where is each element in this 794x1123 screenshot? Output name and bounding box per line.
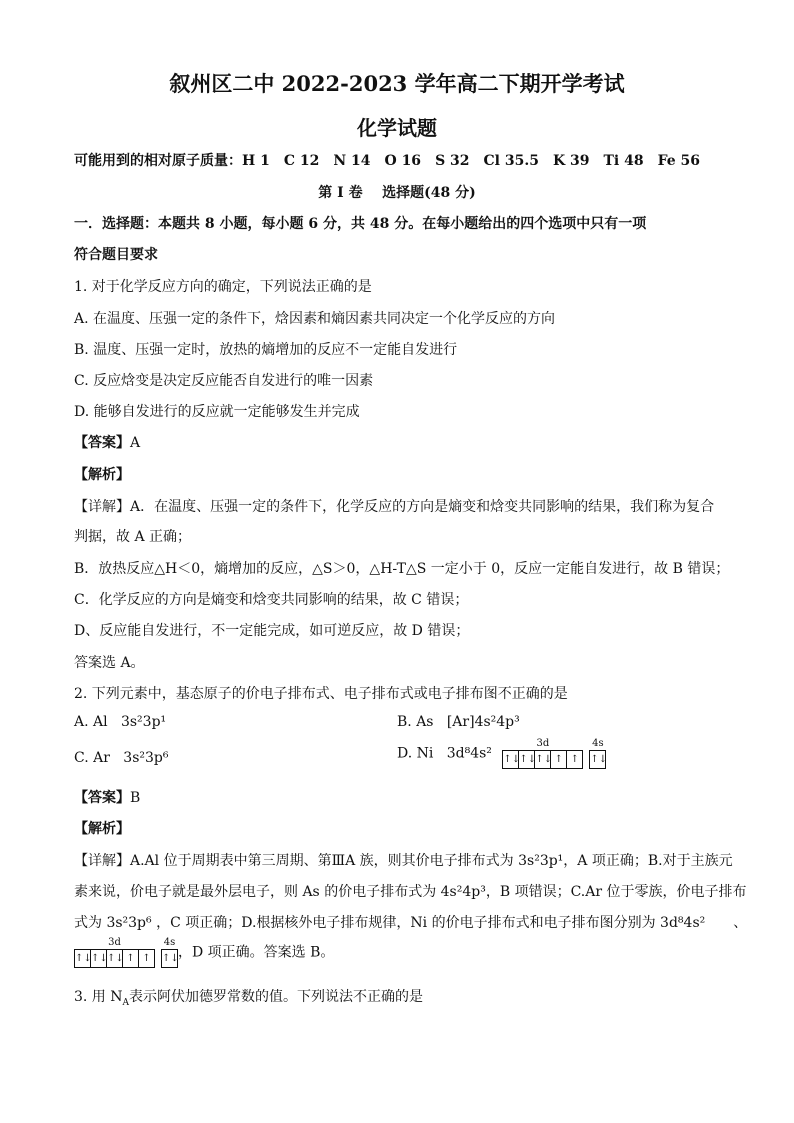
option-value: 3s²3p¹ xyxy=(120,714,167,730)
orbital-diagram xyxy=(502,738,606,769)
q1-analysis-tag: 【解析】 xyxy=(74,467,130,483)
option-value: 3d⁸4s² xyxy=(446,745,492,762)
q2-detail-3: 式为 3s²3p⁶ ，C 项正确；D.根据核外电子排布规律，Ni 的价电子排布式和电子排布图分别为 3d⁸4s² 、 xyxy=(74,915,748,931)
orbital-box: ↑ xyxy=(551,751,567,768)
orbital-box: ↑↓ xyxy=(107,950,123,967)
q2-option-b xyxy=(397,714,520,730)
mass-item: H 1 xyxy=(242,153,270,169)
q2-option-a xyxy=(74,714,166,730)
orbital-box: ↑↓ xyxy=(75,950,91,967)
option-label: D. Ni xyxy=(397,745,434,762)
q2-answer xyxy=(74,787,140,807)
mass-item: C 12 xyxy=(283,153,320,169)
option-label: C. Ar xyxy=(74,750,110,766)
mass-item: S 32 xyxy=(435,153,470,169)
orbital-diagram-inline xyxy=(74,937,178,968)
answer-tag: 【答案】 xyxy=(74,790,130,806)
mass-item: Ti 48 xyxy=(603,153,644,169)
orbital-box: ↑↓ xyxy=(91,950,107,967)
q2-stem: 2. 下列元素中，基态原子的价电子排布式、电子排布式或电子排布图不正确的是 xyxy=(74,686,568,702)
orbital-box: ↑↓ xyxy=(535,751,551,768)
mass-item: Cl 35.5 xyxy=(483,153,539,169)
q1-option-b: B. 温度、压强一定时，放热的熵增加的反应不一定能自发进行 xyxy=(74,342,458,358)
orbital-3d-label: 3d xyxy=(108,937,121,948)
option-label: A. Al xyxy=(74,714,108,730)
orbital-box: ↑↓ xyxy=(590,754,608,765)
orbital-box: ↑ xyxy=(123,950,139,967)
q1-detail-1: 【详解】A．在温度、压强一定的条件下，化学反应的方向是熵变和焓变共同影响的结果，我们称为复合 xyxy=(74,499,715,515)
orbital-box: ↑ xyxy=(142,953,151,964)
answer-value: B xyxy=(130,790,141,806)
q2-detail-4 xyxy=(74,937,334,968)
q1-detail-4: C．化学反应的方向是熵变和焓变共同影响的结果，故 C 错误； xyxy=(74,592,469,608)
q2-analysis-tag: 【解析】 xyxy=(74,821,130,837)
orbital-4s-label: 4s xyxy=(163,937,176,948)
orbital-3d-label: 3d xyxy=(536,738,550,749)
atomic-masses-label: 可能用到的相对原子质量： xyxy=(74,153,242,169)
option-value: [Ar]4s²4p³ xyxy=(446,714,520,730)
answer-value: A xyxy=(130,435,141,451)
orbital-box: ↑ xyxy=(570,754,580,765)
orbital-box: ↑↓ xyxy=(519,751,535,768)
atomic-masses-line xyxy=(74,150,700,170)
q1-detail-5: D、反应能自发进行，不一定能完成，如可逆反应，故 D 错误； xyxy=(74,623,470,639)
option-value: 3s²3p⁶ xyxy=(123,750,169,766)
exam-subtitle: 化学试题 xyxy=(357,116,437,140)
section-heading xyxy=(0,182,794,202)
stem-text: 表示阿伏加德罗常数的值。下列说法不正确的是 xyxy=(129,989,424,1005)
mass-item: N 14 xyxy=(333,153,371,169)
q1-answer xyxy=(74,432,140,452)
orbital-box: ↑↓ xyxy=(162,953,179,964)
detail-text: ，D 项正确。答案选 B。 xyxy=(178,944,335,961)
q2-option-d xyxy=(397,738,606,769)
q1-option-a: A. 在温度、压强一定的条件下，焓因素和熵因素共同决定一个化学反应的方向 xyxy=(74,311,556,327)
q1-option-d: D. 能够自发进行的反应就一定能够发生并完成 xyxy=(74,404,360,420)
q1-conclusion: 答案选 A。 xyxy=(74,655,145,671)
mass-item: O 16 xyxy=(384,153,422,169)
exam-title: 叙州区二中 2022-2023 学年高二下期开学考试 xyxy=(169,71,625,96)
q2-detail-2: 素来说，价电子就是最外层电子，则 As 的价电子排布式为 4s²4p³，B 项错误；C.Ar 位于零族，价电子排布 xyxy=(74,884,747,900)
option-label: B. As xyxy=(397,714,434,730)
q2-option-c xyxy=(74,750,168,766)
q1-detail-2: 判据，故 A 正确； xyxy=(74,529,192,545)
q1-stem: 1. 对于化学反应方向的确定，下列说法正确的是 xyxy=(74,279,372,295)
orbital-4s-label: 4s xyxy=(592,738,604,749)
section-volume: 第 I 卷 xyxy=(318,185,363,201)
q3-stem xyxy=(74,986,423,1008)
mass-item: K 39 xyxy=(552,153,590,169)
mass-item: Fe 56 xyxy=(657,153,701,169)
stem-text: 3. 用 N xyxy=(74,989,123,1005)
section-name: 选择题(48 分) xyxy=(382,185,476,201)
part-heading-line1: 一．选择题：本题共 8 小题，每小题 6 分，共 48 分。在每小题给出的四个选项中只有一项 xyxy=(74,216,647,232)
orbital-box: ↑↓ xyxy=(503,751,519,768)
q1-option-c: C. 反应焓变是决定反应能否自发进行的唯一因素 xyxy=(74,373,374,389)
q2-detail-1: 【详解】A.Al 位于周期表中第三周期、第ⅢA 族，则其价电子排布式为 3s²3p¹，A 项正确；B.对于主族元 xyxy=(74,853,733,869)
q1-detail-3: B．放热反应△H＜0，熵增加的反应，△S＞0，△H-T△S 一定小于 0，反应一定能自发进行，故 B 错误； xyxy=(74,561,730,577)
part-heading-line2: 符合题目要求 xyxy=(74,247,158,263)
answer-tag: 【答案】 xyxy=(74,435,130,451)
stem-subscript: A xyxy=(122,997,130,1008)
